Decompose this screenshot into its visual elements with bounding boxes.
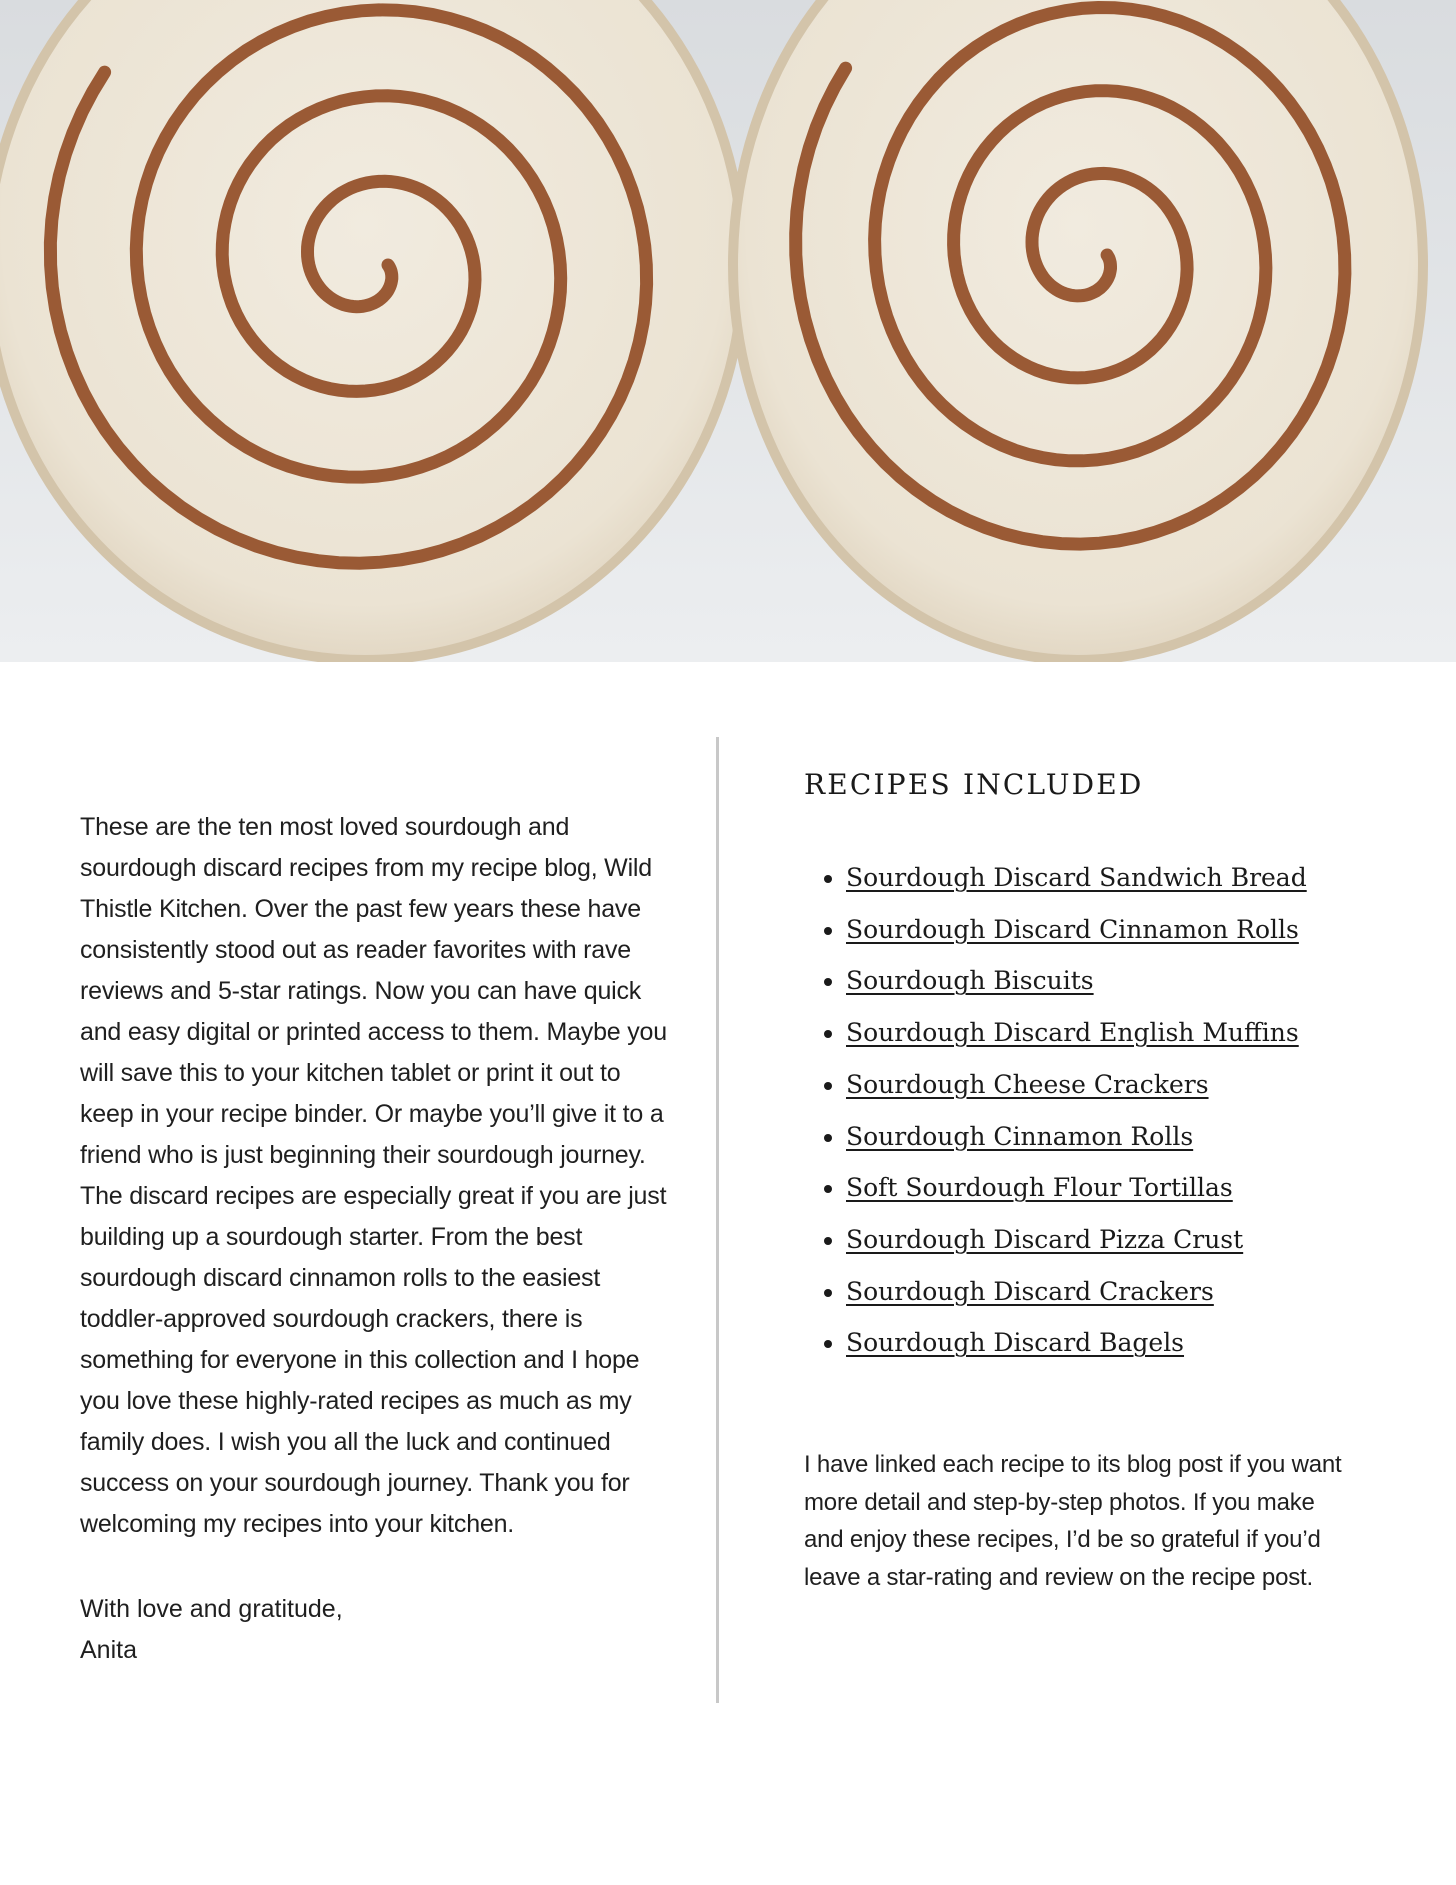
intro-paragraph: These are the ten most loved sourdough and sourdough discard recipes from my recipe blog, Wild Thistle Kitchen. Over the past few years these have consistently stood out as reader favorites with rave reviews and 5-star ratings. Now you can have quick and easy digital or printed access to them. Maybe you will save this to your kitchen tablet or print it out to keep in your recipe binder. Or maybe you’ll give it to a friend who is just beginning their sourdough journey. The discard recipes are especially great if you are just building up a sourdough starter. From the best sourdough discard cinnamon rolls to the easiest toddler-approved sourdough crackers, there is something for everyone in this collection and I hope you love these highly-rated recipes as much as my family does. I wish you all the luck and continued success on your sourdough journey. Thank you for welcoming my recipes into your kitchen. bbox=[80, 813, 667, 1538]
list-item bbox=[846, 1317, 1307, 1369]
recipe-link-cheese-crackers[interactable]: Sourdough Cheese Crackers bbox=[846, 1069, 1209, 1099]
recipe-link-discard-crackers[interactable]: Sourdough Discard Crackers bbox=[846, 1276, 1214, 1306]
closing-line: With love and gratitude, bbox=[80, 1595, 343, 1623]
intro-text bbox=[80, 807, 680, 1545]
cinnamon-rolls-photo-icon bbox=[0, 0, 1456, 662]
recipes-note: I have linked each recipe to its blog post if you want more detail and step-by-step photos. If you make and enjoy these recipes, I’d be so grateful if you’d leave a star-rating and review on the recipe post. bbox=[804, 1451, 1342, 1591]
recipe-link-sandwich-bread[interactable]: Sourdough Discard Sandwich Bread bbox=[846, 863, 1307, 892]
list-item bbox=[846, 1111, 1307, 1163]
recipe-link-cinnamon-rolls[interactable]: Sourdough Cinnamon Rolls bbox=[846, 1121, 1194, 1151]
signature: Anita bbox=[80, 1636, 137, 1664]
list-item bbox=[846, 1059, 1307, 1111]
recipe-link-flour-tortillas[interactable]: Soft Sourdough Flour Tortillas bbox=[846, 1173, 1233, 1203]
recipe-list bbox=[804, 852, 1307, 1369]
recipe-link-discard-cinnamon-rolls[interactable]: Sourdough Discard Cinnamon Rolls bbox=[846, 914, 1299, 944]
list-item bbox=[846, 1162, 1307, 1214]
recipe-link-bagels[interactable]: Sourdough Discard Bagels bbox=[846, 1328, 1185, 1358]
recipes-heading: RECIPES INCLUDED bbox=[804, 768, 1144, 801]
list-item bbox=[846, 955, 1307, 1007]
hero-photo bbox=[0, 0, 1456, 662]
recipe-link-english-muffins[interactable]: Sourdough Discard English Muffins bbox=[846, 1018, 1299, 1048]
recipe-link-pizza-crust[interactable]: Sourdough Discard Pizza Crust bbox=[846, 1224, 1244, 1254]
list-item bbox=[846, 852, 1307, 904]
list-item bbox=[846, 1266, 1307, 1318]
column-divider bbox=[716, 737, 719, 1703]
list-item bbox=[846, 904, 1307, 956]
recipe-link-biscuits[interactable]: Sourdough Biscuits bbox=[846, 966, 1094, 996]
list-item bbox=[846, 1214, 1307, 1266]
list-item bbox=[846, 1007, 1307, 1059]
signoff bbox=[80, 1589, 343, 1671]
